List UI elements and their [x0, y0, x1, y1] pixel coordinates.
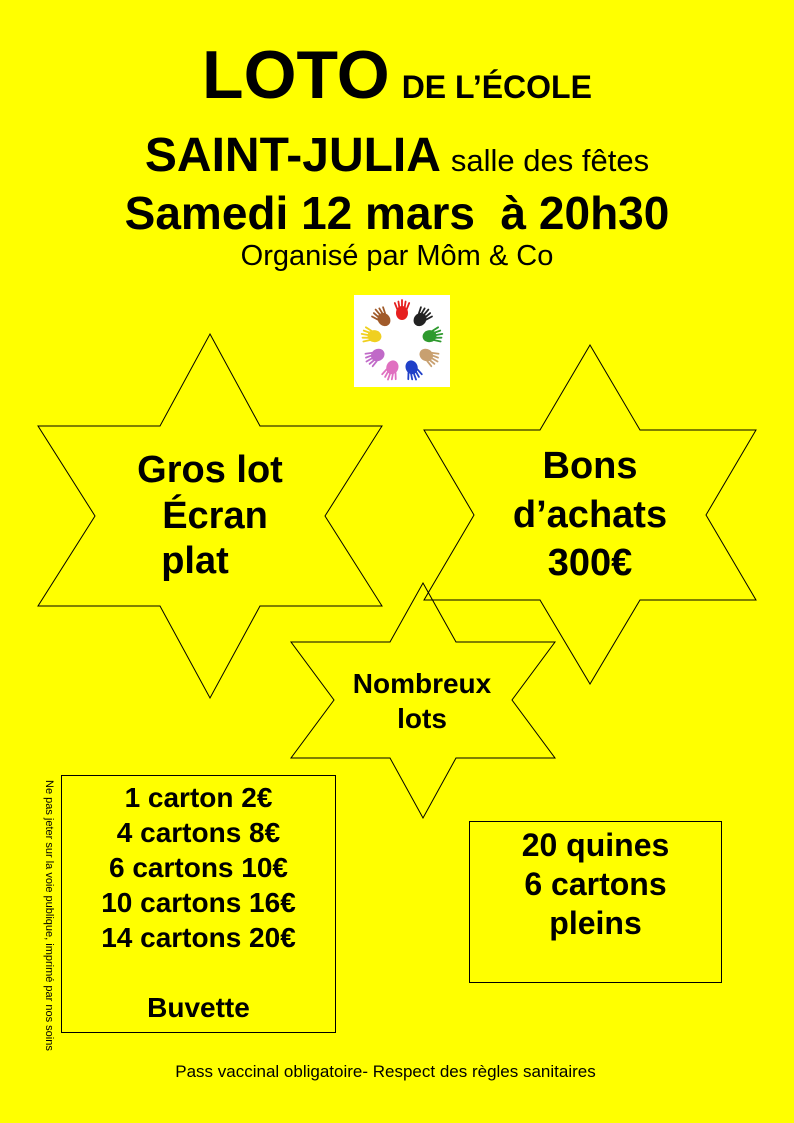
- price-line: 4 cartons 8€: [116, 817, 281, 848]
- town-name: SAINT-JULIA: [144, 129, 441, 182]
- price-line: 6 cartons 10€: [109, 852, 288, 883]
- gros-lot-line-1: Gros lot: [137, 449, 283, 491]
- games-box: [469, 821, 722, 983]
- star-nombreux-lots-text: [322, 666, 522, 736]
- hand-icon: [360, 327, 382, 345]
- logo: [354, 295, 450, 387]
- organizer: Organisé par Môm & Co: [240, 240, 554, 272]
- venue: salle des fêtes: [450, 143, 650, 178]
- buvette-label: Buvette: [147, 992, 250, 1023]
- gros-lot-line-3: plat: [161, 540, 229, 583]
- games-line: 6 cartons: [524, 866, 667, 902]
- price-list-box: [61, 775, 336, 1033]
- nombreux-lots-line-1: Nombreux: [352, 668, 492, 699]
- price-line: 1 carton 2€: [124, 782, 273, 813]
- games-line: 20 quines: [521, 827, 670, 863]
- hand-icon: [421, 327, 443, 345]
- bons-achats-line-1: Bons: [542, 445, 638, 487]
- bons-achats-line-3: 300€: [547, 542, 633, 585]
- hand-icon: [381, 358, 401, 382]
- hand-icon: [410, 305, 434, 330]
- hand-icon: [363, 345, 388, 367]
- games-line: pleins: [549, 905, 642, 941]
- nombreux-lots-line-2: lots: [397, 703, 447, 734]
- star-gros-lot-text: [110, 448, 310, 585]
- price-line: 14 cartons 20€: [101, 922, 296, 953]
- side-note: Ne pas jeter sur la voie publique, imprimé par nos soins: [43, 780, 55, 1051]
- gros-lot-line-2: Écran: [162, 494, 268, 537]
- star-bons-achats-text: [480, 442, 700, 588]
- title-de-l-ecole: DE L’ÉCOLE: [401, 69, 592, 105]
- bons-achats-line-2: d’achats: [512, 493, 668, 536]
- hand-icon: [370, 305, 394, 330]
- price-line: 10 cartons 16€: [101, 887, 296, 918]
- event-date: Samedi 12 mars à 20h30: [124, 187, 670, 239]
- hands-circle-icon: [354, 295, 450, 387]
- town-line: [0, 128, 794, 183]
- hand-icon: [395, 300, 409, 320]
- hand-icon: [417, 345, 442, 367]
- hand-icon: [402, 358, 422, 382]
- footer-note: Pass vaccinal obligatoire- Respect des règles sanitaires: [175, 1062, 596, 1081]
- title-loto: LOTO: [202, 37, 390, 113]
- title-line: [0, 36, 794, 114]
